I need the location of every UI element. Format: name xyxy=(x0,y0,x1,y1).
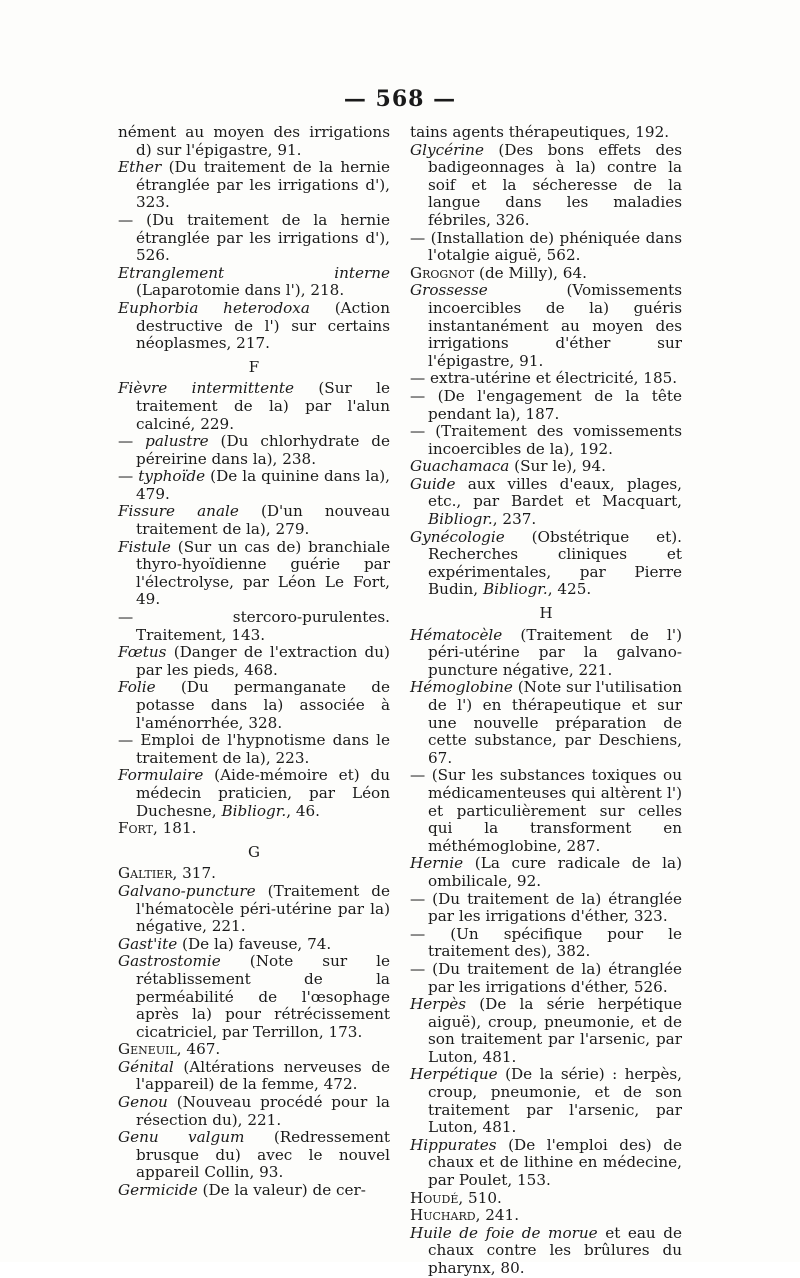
index-entry: Euphorbia heterodoxa (Action destructive de l') sur certains néoplasmes, 217. xyxy=(118,298,390,353)
index-entry: Gastrostomie (Note sur le rétablissement de la perméabilité de l'œsophage après la) pour rétrécissement cicatriciel, par Terrillon, 173. xyxy=(118,952,390,1041)
index-entry: — (Du traitement de la) étranglée par les irrigations d'éther, 526. xyxy=(410,959,682,996)
index-entry: Gynécologie (Obstétrique et). Recherches cliniques et expérimentales, par Pierre Budin, Bibliogr., 425. xyxy=(410,527,682,599)
index-entry: Folie (Du permanganate de potasse dans la) associée à l'aménorrhée, 328. xyxy=(118,678,390,732)
index-entry: Fièvre intermittente (Sur le traitement de la) par l'alun calciné, 229. xyxy=(118,379,391,433)
index-entry: Glycérine (Des bons effets des badigeonnages à la) contre la soif et la sécheresse de la langue dans les maladies fébriles, 326. xyxy=(410,140,682,229)
index-entry: — (Traitement des vomissements incoercibles de la), 192. xyxy=(410,422,682,458)
index-entry: — palustre (Du chlorhydrate de péreirine dans la), 238. xyxy=(118,432,390,468)
index-entry: — (Du traitement de la) étranglée par les irrigations d'éther, 323. xyxy=(410,889,682,926)
index-entry: Hémoglobine (Note sur l'utilisation de l') en thérapeutique et sur une nouvelle préparation de cette substance, par Deschiens, 67. xyxy=(410,678,682,767)
index-entry: Gast'ite (De la) faveuse, 74. xyxy=(118,934,332,953)
index-entry: Genou (Nouveau procédé pour la résection du), 221. xyxy=(118,1093,390,1129)
index-entry: Formulaire (Aide-mémoire et) du médecin praticien, par Léon Duchesne, Bibliogr., 46. xyxy=(118,766,390,820)
index-entry: Grognot (de Milly), 64. xyxy=(410,263,587,282)
index-entry: Galtier, 317. xyxy=(118,864,216,883)
index-entry: — (Sur les substances toxiques ou médicamenteuses qui altèrent l') et particulièrement sur celles qui la transforment en méthémoglobine, 287. xyxy=(410,766,682,855)
index-entry: Grossesse (Vomissements incoercibles de la) guéris instantanément au moyen des irrigations d'éther sur l'épigastre, 91. xyxy=(410,281,682,370)
index-entry: Hernie (La cure radicale de la) ombilicale, 92. xyxy=(410,854,682,890)
index-entry: Hippurates (De l'emploi des) de chaux et de lithine en médecine, par Poulet, 153. xyxy=(410,1135,682,1190)
index-entry: — typhoïde (De la quinine dans la), 479. xyxy=(118,467,391,503)
index-entry: Fœtus (Danger de l'extraction du) par les pieds, 468. xyxy=(118,643,390,679)
index-entry: nément au moyen des irrigations d) sur l'épigastre, 91. xyxy=(118,123,390,159)
index-entry: Houdé, 510. xyxy=(410,1188,502,1207)
index-entry: Fort, 181. xyxy=(118,819,197,838)
section-letter-f: F xyxy=(248,357,260,376)
index-entry: Genu valgum (Redressement brusque du) avec le nouvel appareil Collin, 93. xyxy=(118,1128,390,1182)
index-entry: Génital (Altérations nerveuses de l'appareil) de la femme, 472. xyxy=(118,1057,390,1094)
index-entry: Herpétique (De la série) : herpès, croup, pneumonie, et de son traitement par l'arsenic, par Luton, 481. xyxy=(410,1065,682,1137)
index-entry: tains agents thérapeutiques, 192. xyxy=(410,123,670,141)
index-entry: Guide aux villes d'eaux, plages, etc., par Bardet et Macquart, Bibliogr., 237. xyxy=(410,474,682,529)
index-entry: Fissure anale (D'un nouveau traitement de la), 279. xyxy=(118,502,391,539)
index-entry: Ether (Du traitement de la hernie étranglée par les irrigations d'), 323. xyxy=(118,158,390,212)
index-entry: Galvano-puncture (Traitement de l'hématocèle péri-utérine par la) négative, 221. xyxy=(118,881,390,936)
index-entry: Geneuil, 467. xyxy=(118,1040,221,1059)
index-entry: — (Du traitement de la hernie étranglée par les irrigations d'), 526. xyxy=(118,210,390,265)
index-entry: — (Un spécifique pour le traitement des), 382. xyxy=(410,924,682,961)
index-entry: Fistule (Sur un cas de) branchiale thyro-hyoïdienne guérie par l'électrolyse, par Léon Le Fort, 49. xyxy=(118,537,390,609)
page-number: — 568 — xyxy=(343,86,457,112)
right-column xyxy=(410,124,682,1278)
index-entry: — stercoro-purulentes. Traitement, 143. xyxy=(118,608,390,644)
index-entry: Huile de foie de morue et eau de chaux contre les brûlures du pharynx, 80. xyxy=(410,1223,682,1277)
section-letter-h: H xyxy=(539,604,553,623)
index-entry: Guachamaca (Sur le), 94. xyxy=(410,457,606,476)
left-column xyxy=(118,124,390,1200)
index-entry: — Emploi de l'hypnotisme dans le traitement de la), 223. xyxy=(118,731,390,767)
index-entry: — (Installation de) phéniquée dans l'otalgie aiguë, 562. xyxy=(410,228,682,265)
index-entry: — (De l'engagement de la tête pendant la), 187. xyxy=(410,386,682,423)
index-entry: Germicide (De la valeur) de cer- xyxy=(118,1181,366,1200)
index-entry: — extra-utérine et électricité, 185. xyxy=(410,369,678,388)
index-entry: Hématocèle (Traitement de l') péri-utérine par la galvano-puncture négative, 221. xyxy=(410,625,682,679)
index-entry: Etranglement interne (Laparotomie dans l'), 218. xyxy=(118,263,390,300)
index-entry: Herpès (De la série herpétique aiguë), croup, pneumonie, et de son traitement par l'arsenic, par Luton, 481. xyxy=(410,995,682,1066)
index-entry: Huchard, 241. xyxy=(410,1206,520,1225)
section-letter-g: G xyxy=(248,842,260,861)
